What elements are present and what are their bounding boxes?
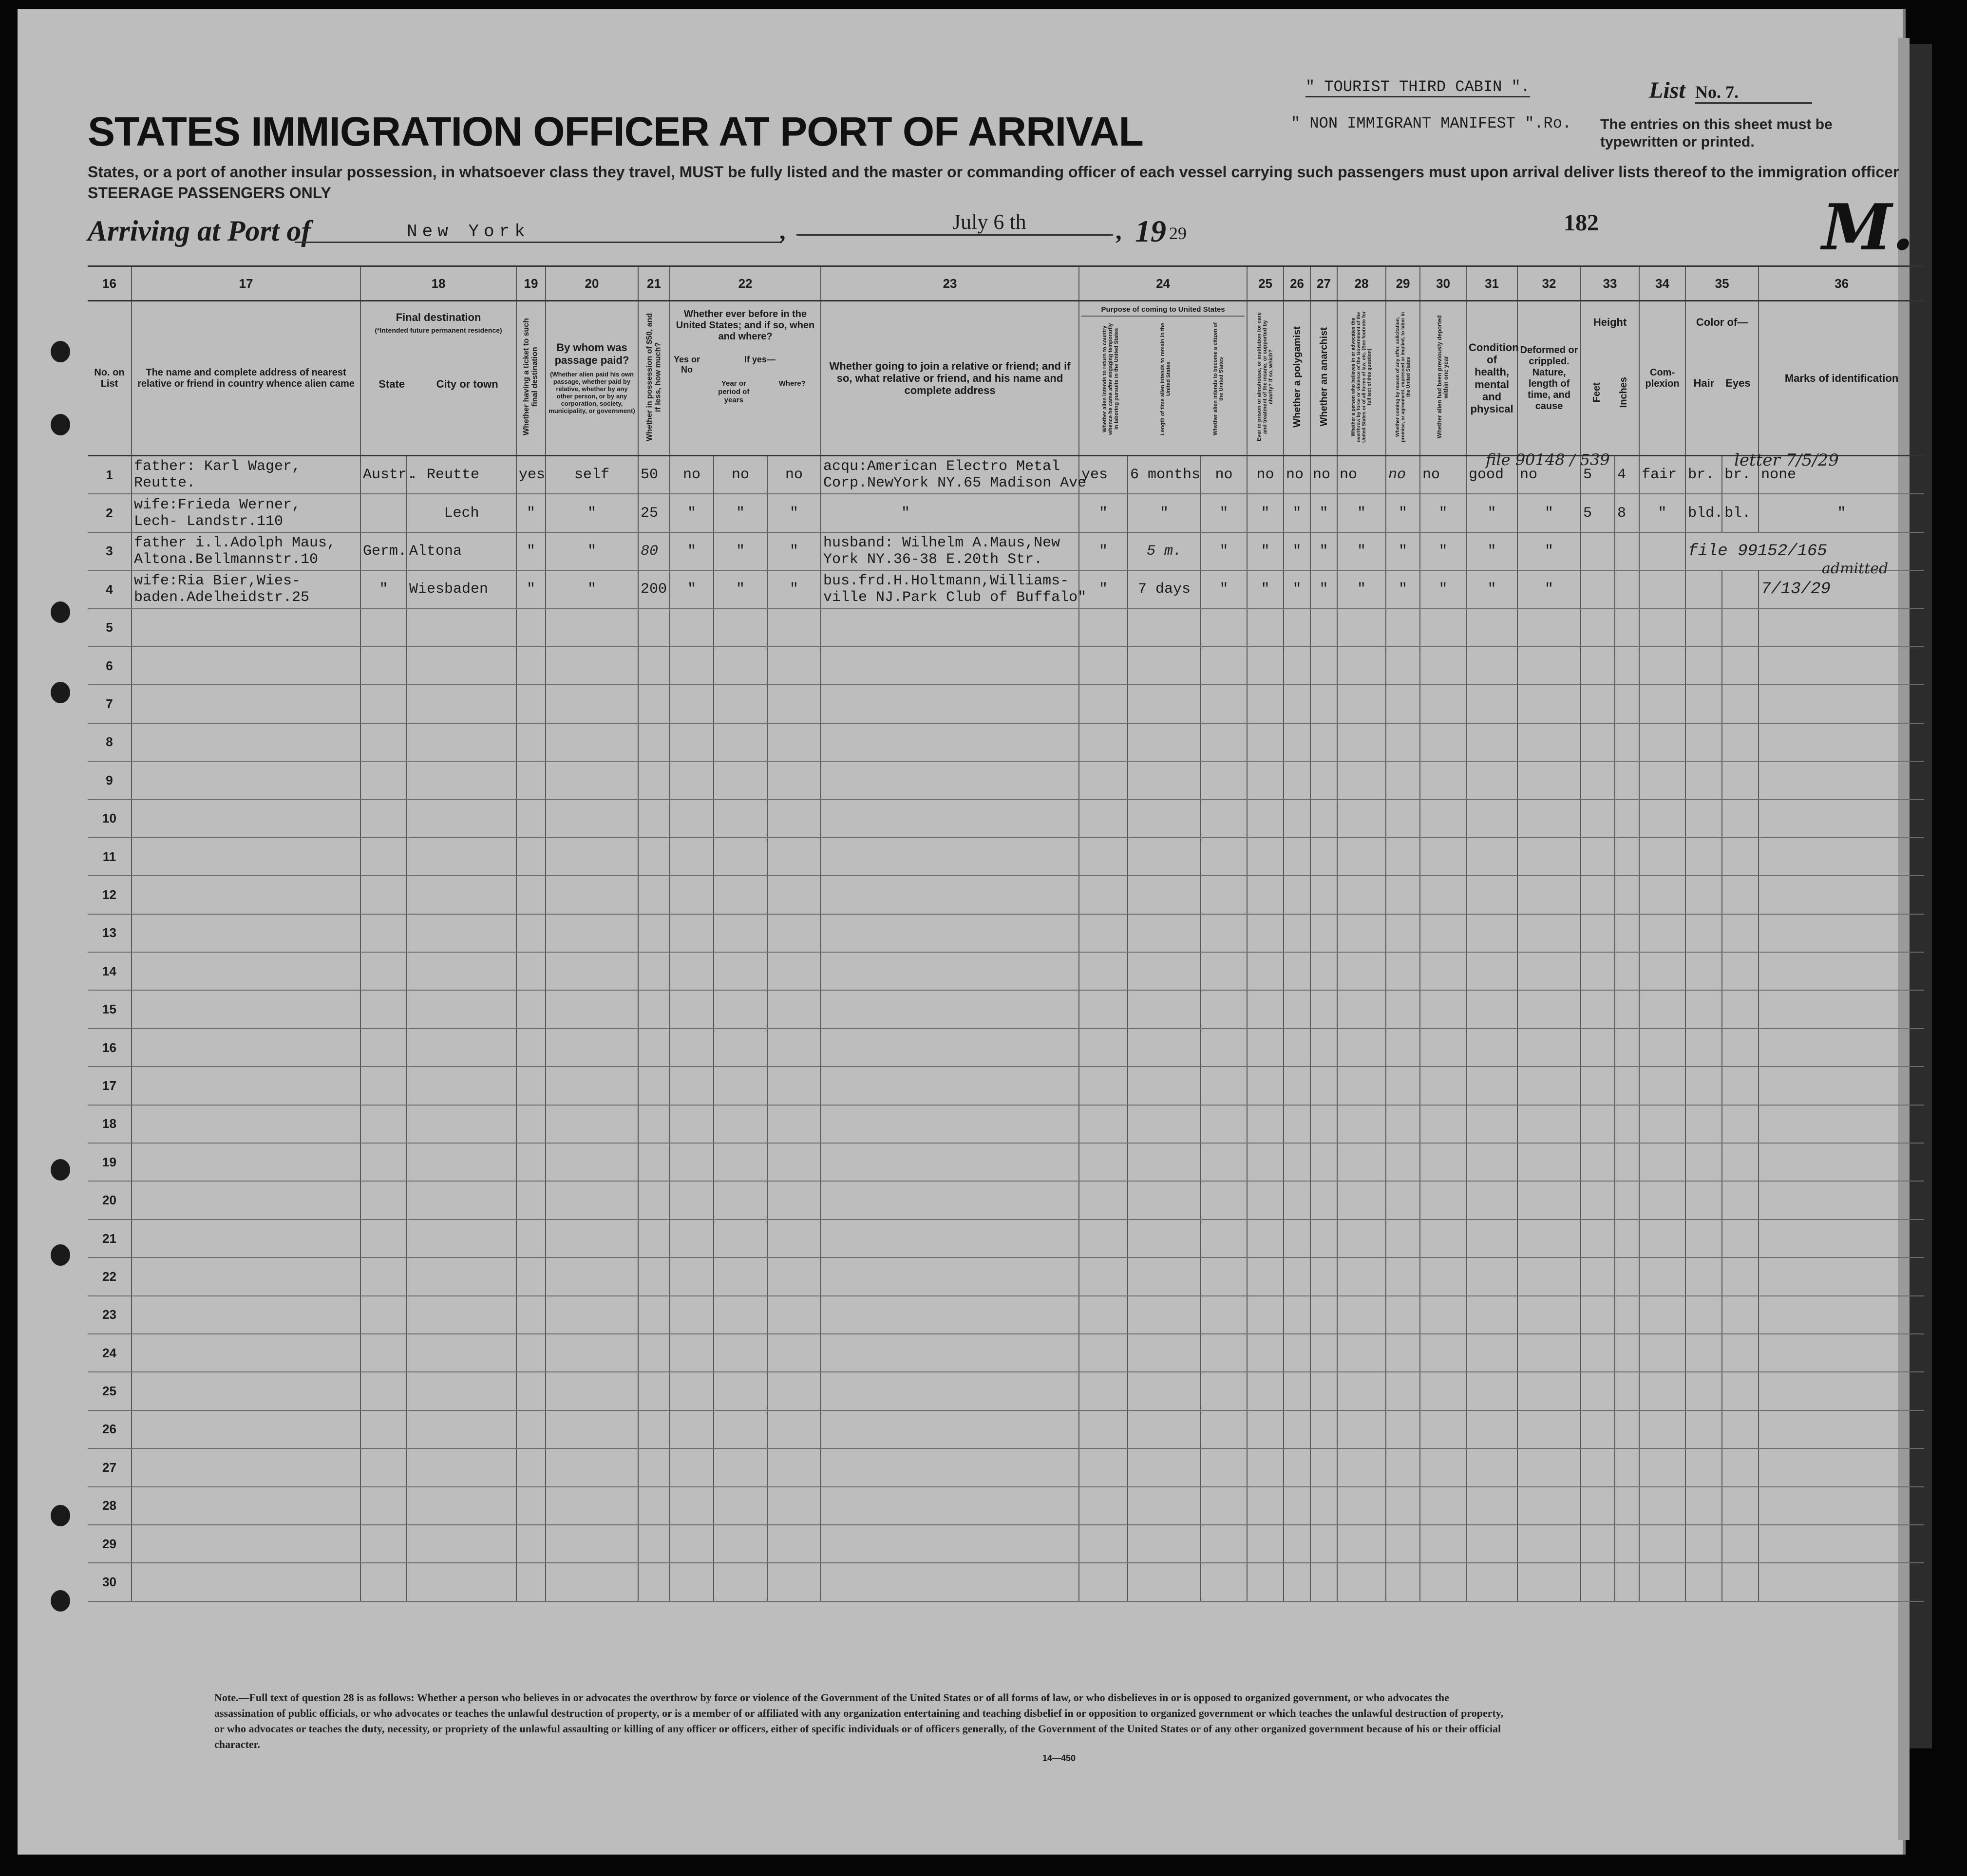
- corner-mark: M.: [1822, 190, 1914, 264]
- blank-row: [88, 1448, 1924, 1486]
- header-prison: Ever in prison or almshouse, or institution for care and treatment of the insane, or supported by charity? If so, which?: [1247, 301, 1284, 456]
- blank-row: [88, 1181, 1924, 1219]
- blank-row: [88, 1029, 1924, 1067]
- binder-hole: [51, 1590, 70, 1612]
- row-number: 20: [88, 1181, 132, 1219]
- header-polygamist: Whether a polygamist: [1284, 301, 1310, 456]
- row-number: 11: [88, 838, 132, 876]
- typewritten-instruction: The entries on this sheet must be typewritten or printed.: [1600, 116, 1833, 150]
- header-q29: Whether coming by reason of any offer, solicitation, promise, or agreement, expressed or implied, to labor in the United States: [1386, 301, 1420, 456]
- handwritten-letter-note: letter 7/5/29: [1734, 450, 1839, 470]
- header-before: Whether ever before in the United States; and if so, when and where? Yes or No If yes— Year or period of years Where?: [670, 301, 821, 456]
- binder-hole: [51, 1505, 70, 1526]
- blank-row: [88, 609, 1924, 647]
- blank-row: [88, 1067, 1924, 1105]
- header-health: Condition of health, mental and physical: [1466, 301, 1517, 456]
- header-height: Height Feet Inches: [1581, 301, 1639, 456]
- row-number: 16: [88, 1029, 132, 1067]
- row-number: 12: [88, 876, 132, 914]
- header-no-on-list: No. on List: [88, 301, 132, 456]
- blank-row: [88, 1563, 1924, 1601]
- blank-row: [88, 990, 1924, 1028]
- row-number: 24: [88, 1334, 132, 1372]
- row-number: 25: [88, 1372, 132, 1410]
- blank-row: [88, 1219, 1924, 1257]
- blank-row: [88, 1143, 1924, 1181]
- header-deformed: Deformed or crippled. Nature, length of time, and cause: [1517, 301, 1581, 456]
- row-number: 30: [88, 1563, 132, 1601]
- column-number-row: 16 17 18 19 20 21 22 23 24 25 26 27 28 29 30 31 32 33 34 35 36: [88, 266, 1924, 301]
- header-relative: The name and complete address of nearest relative or friend in country whence alien came: [132, 301, 360, 456]
- row-number: 13: [88, 914, 132, 952]
- handwritten-admitted-note: admitted: [1822, 560, 1889, 577]
- header-join: Whether going to join a relative or friend; and if so, what relative or friend, and his name and complete address: [821, 301, 1079, 456]
- binder-hole: [51, 341, 70, 362]
- row-number: 14: [88, 952, 132, 990]
- blank-row: [88, 1296, 1924, 1334]
- form-code: 14—450: [1042, 1753, 1076, 1763]
- row-number: 9: [88, 761, 132, 799]
- row-number: 5: [88, 609, 132, 647]
- passenger-row: 3 father i.l.Adolph Maus, Altona.Bellmannstr.10 Germ. Altona " " 80 " " " husband: Wilhelm A.Maus,New York NY.36-38 E.20th Str. " 5 m. " " " " " " " " " file 99152/165: [88, 532, 1924, 570]
- passenger-table: [88, 265, 1924, 1602]
- stamp-class: " TOURIST THIRD CABIN ".: [1305, 78, 1530, 97]
- blank-row: [88, 723, 1924, 761]
- blank-row: [88, 1105, 1924, 1143]
- handwritten-file-number: file 90148 / 539: [1486, 450, 1610, 469]
- form-instruction-line: States, or a port of another insular possession, in whatsoever class they travel, MUST be fully listed and the master or commanding officer of each vessel carrying such passengers must upon arrival deliver lists thereof to the immigration officer: [88, 163, 1899, 181]
- row-number: 18: [88, 1105, 132, 1143]
- row-number: 26: [88, 1410, 132, 1448]
- blank-row: [88, 1372, 1924, 1410]
- header-purpose: Purpose of coming to United States Whether alien intends to return to country whence he came after engaging temporarily in laboring pursuits in the United States Length of time alien intends to remain in the United States Whether alien intends to become a citizen of the United States: [1079, 301, 1247, 456]
- row-number: 23: [88, 1296, 132, 1334]
- binder-hole: [51, 682, 70, 703]
- header-ticket: Whether having a ticket to such final destination: [516, 301, 546, 456]
- binder-hole: [51, 414, 70, 435]
- row-number: 6: [88, 647, 132, 685]
- header-money: Whether in possession of $50, and if less, how much?: [638, 301, 670, 456]
- arrival-date: July 6 th: [796, 209, 1113, 236]
- footnote-question-28: Note.—Full text of question 28 is as follows: Whether a person who believes in or advocates the overthrow by force or violence of the Government of the United States or of all forms of law, or who disbelieves in or is opposed to organized government, or who advocates the assassination of public officials, or who advocates or teaches the unlawful destruction of property, or is a member of or affiliated with any organization entertaining and teaching disbelief in or opposition to organized government or which teaches the unlawful destruction of property, or who advocates or teaches the duty, necessity, or propriety of the unlawful assaulting or killing of any officer or officers, either of specific individuals or of officers generally, of the Government of the United States or of any other organized government because of his or their official character.: [214, 1691, 1504, 1750]
- form-title: STATES IMMIGRATION OFFICER AT PORT OF ARRIVAL: [88, 109, 1143, 154]
- row-number: 22: [88, 1257, 132, 1295]
- blank-row: [88, 800, 1924, 838]
- column-header-row: [88, 301, 1924, 456]
- binder-hole: [51, 1159, 70, 1181]
- stamp-manifest: " NON IMMIGRANT MANIFEST ".Ro.: [1291, 114, 1572, 132]
- binder-hole: [51, 601, 70, 623]
- blank-row: [88, 1487, 1924, 1525]
- blank-row: [88, 876, 1924, 914]
- row-number: 17: [88, 1067, 132, 1105]
- passenger-row: 4 wife:Ria Bier,Wies- baden.Adelheidstr.25 " Wiesbaden " " 200 " " " bus.frd.H.Holtmann,Williams- ville NJ.Park Club of Buffalo" " 7 days " " " " " " " " " 7/13/29: [88, 570, 1924, 608]
- blank-row: [88, 1334, 1924, 1372]
- passenger-row: 1 father: Karl Wager, Reutte. Austr. . Reutte yes self 50 no no no acqu:American Electro Metal Corp.NewYork NY.65 Madison Ave yes 6 months no no no no no no no good no 5 4 fair br. br. none: [88, 456, 1924, 494]
- row-number: 8: [88, 723, 132, 761]
- row-number: 29: [88, 1525, 132, 1563]
- handwritten-date-note: 7/13/29: [1759, 570, 1924, 608]
- blank-row: [88, 685, 1924, 723]
- list-label: List: [1649, 77, 1685, 103]
- blank-row: [88, 761, 1924, 799]
- row-number: 28: [88, 1487, 132, 1525]
- blank-row: [88, 952, 1924, 990]
- year-suffix: 29: [1169, 224, 1187, 243]
- port-value: New York: [295, 222, 782, 243]
- header-complexion: Com- plexion: [1639, 301, 1685, 456]
- row-number: 19: [88, 1143, 132, 1181]
- blank-row: [88, 914, 1924, 952]
- binder-hole: [51, 1244, 70, 1266]
- passenger-row: 2 wife:Frieda Werner, Lech- Landstr.110 Lech " " 25 " " " " " " " " " " " " " " " 5 8 " bld. bl. ": [88, 494, 1924, 532]
- header-deported: Whether alien had been previously deported within one year: [1420, 301, 1466, 456]
- steerage-note: STEERAGE PASSENGERS ONLY: [88, 184, 331, 202]
- blank-row: [88, 838, 1924, 876]
- header-final-destination: Final destination (*Intended future permanent residence) State City or town: [360, 301, 516, 456]
- row-number: 10: [88, 800, 132, 838]
- header-color: Color of— Hair Eyes: [1685, 301, 1759, 456]
- row-number: 27: [88, 1448, 132, 1486]
- blank-row: [88, 1410, 1924, 1448]
- header-anarchist: Whether an anarchist: [1310, 301, 1337, 456]
- blank-row: [88, 1257, 1924, 1295]
- blank-row: [88, 1525, 1924, 1563]
- handwritten-file-note: file 99152/165: [1685, 532, 1924, 570]
- row-number: 21: [88, 1219, 132, 1257]
- year-prefix: 19: [1135, 214, 1166, 248]
- blank-row: [88, 647, 1924, 685]
- header-marks: Marks of identification: [1759, 301, 1924, 456]
- header-q28: Whether a person who believes in or advocates the overthrow by force or violence of the Government of the United States or of all forms of law, etc. (See footnote for full text of this question): [1337, 301, 1386, 456]
- arriving-label: Arriving at Port of: [88, 215, 311, 247]
- list-number: No. 7.: [1695, 82, 1812, 104]
- row-number: 7: [88, 685, 132, 723]
- page-number: 182: [1564, 210, 1599, 236]
- row-number: 15: [88, 990, 132, 1028]
- header-passage: By whom was passage paid? (Whether alien paid his own passage, whether paid by relative, whether by any other person, or by any corporation, society, municipality, or government): [546, 301, 638, 456]
